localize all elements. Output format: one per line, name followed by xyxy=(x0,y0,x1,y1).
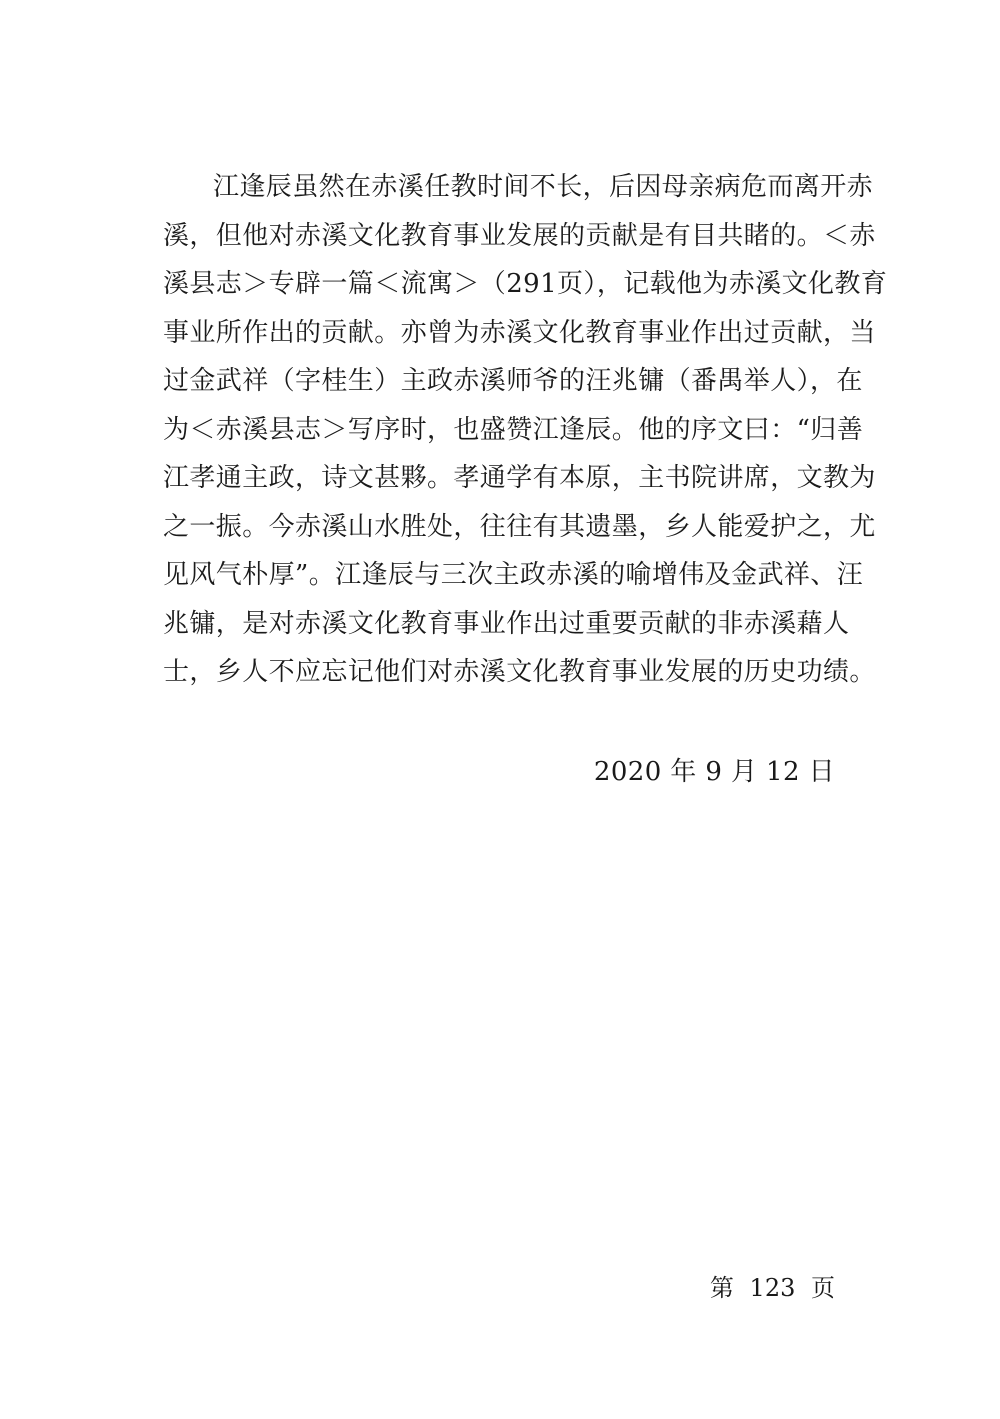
paragraph-line: 为＜赤溪县志＞写序时，也盛赞江逢辰。他的序文曰：“归善 xyxy=(163,414,864,445)
paragraph-line: 溪，但他对赤溪文化教育事业发展的贡献是有目共睹的。＜赤 xyxy=(163,220,876,251)
paragraph-line: 见风气朴厚”。江逢辰与三次主政赤溪的喻增伟及金武祥、汪 xyxy=(163,560,864,590)
paragraph-line: 士，乡人不应忘记他们对赤溪文化教育事业发展的历史功绩。 xyxy=(163,657,876,687)
document-date: 2020 年 9 月 12 日 xyxy=(593,757,835,787)
paragraph-line: 江逢辰虽然在赤溪任教时间不长，后因母亲病危而离开赤 xyxy=(213,172,874,202)
paragraph-line: 之一振。今赤溪山水胜处，往往有其遗墨，乡人能爱护之，尤 xyxy=(163,511,876,542)
paragraph-line: 过金武祥（字桂生）主政赤溪师爷的汪兆镛（番禺举人），在 xyxy=(163,366,863,396)
paragraph-line: 溪县志＞专辟一篇＜流寓＞（291页），记载他为赤溪文化教育 xyxy=(163,269,888,299)
body-paragraph xyxy=(163,163,888,697)
paragraph-line: 兆镛，是对赤溪文化教育事业作出过重要贡献的非赤溪藉人 xyxy=(163,608,850,639)
page-footer xyxy=(710,1270,835,1306)
page-number-prefix: 第 xyxy=(709,1274,734,1302)
page-number-suffix: 页 xyxy=(811,1274,835,1302)
paragraph-line: 事业所作出的贡献。亦曾为赤溪文化教育事业作出过贡献，当 xyxy=(163,317,876,348)
paragraph-line: 江孝通主政，诗文甚夥。孝通学有本原，主书院讲席，文教为 xyxy=(163,463,876,493)
page-number: 123 xyxy=(749,1274,796,1302)
